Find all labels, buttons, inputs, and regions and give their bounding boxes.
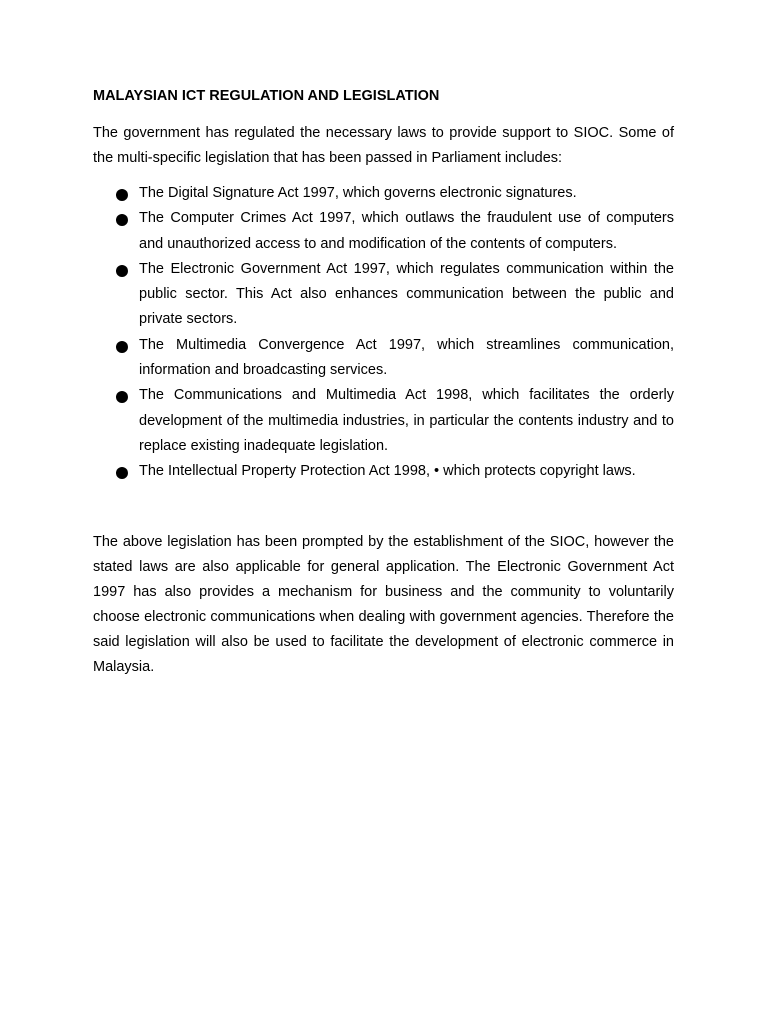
intro-paragraph: The government has regulated the necessary laws to provide support to SIOC. Some of the multi-specific legislation that has been passed in Parliament includes: <box>93 125 674 166</box>
bullet-icon <box>116 391 128 403</box>
list-item <box>93 333 674 384</box>
list-item <box>93 206 674 257</box>
list-item <box>93 181 674 206</box>
document-page <box>93 86 674 680</box>
list-item <box>93 459 674 484</box>
list-item <box>93 257 674 333</box>
list-item-text: The Multimedia Convergence Act 1997, which streamlines communication, information and broadcasting services. <box>139 336 674 379</box>
closing-paragraph: The above legislation has been prompted by the establishment of the SIOC, however the stated laws are also applicable for general application. The Electronic Government Act 1997 has also provides a mechanism for business and the community to voluntarily choose electronic communications when dealing with government agencies. Therefore the said legislation will also be used to facilitate the development of electronic commerce in Malaysia. <box>93 533 674 675</box>
bullet-icon <box>116 189 128 201</box>
list-item <box>93 383 674 459</box>
list-item-text: The Electronic Government Act 1997, which regulates communication within the public sector. This Act also enhances communication between the public and private sectors. <box>139 260 674 328</box>
bullet-icon <box>116 265 128 277</box>
bullet-icon <box>116 341 128 353</box>
list-item-text: The Intellectual Property Protection Act 1998, • which protects copyright laws. <box>139 463 636 480</box>
document-title: MALAYSIAN ICT REGULATION AND LEGISLATION <box>93 88 440 104</box>
list-item-text: The Communications and Multimedia Act 1998, which facilitates the orderly development of the multimedia industries, in particular the contents industry and to replace existing inadequate legislation. <box>139 387 674 454</box>
bullet-icon <box>116 214 128 226</box>
list-item-text: The Computer Crimes Act 1997, which outlaws the fraudulent use of computers and unauthorized access to and modification of the contents of computers. <box>139 210 674 252</box>
bullet-icon <box>116 467 128 479</box>
list-item-text: The Digital Signature Act 1997, which governs electronic signatures. <box>139 185 577 201</box>
legislation-list <box>93 181 674 485</box>
